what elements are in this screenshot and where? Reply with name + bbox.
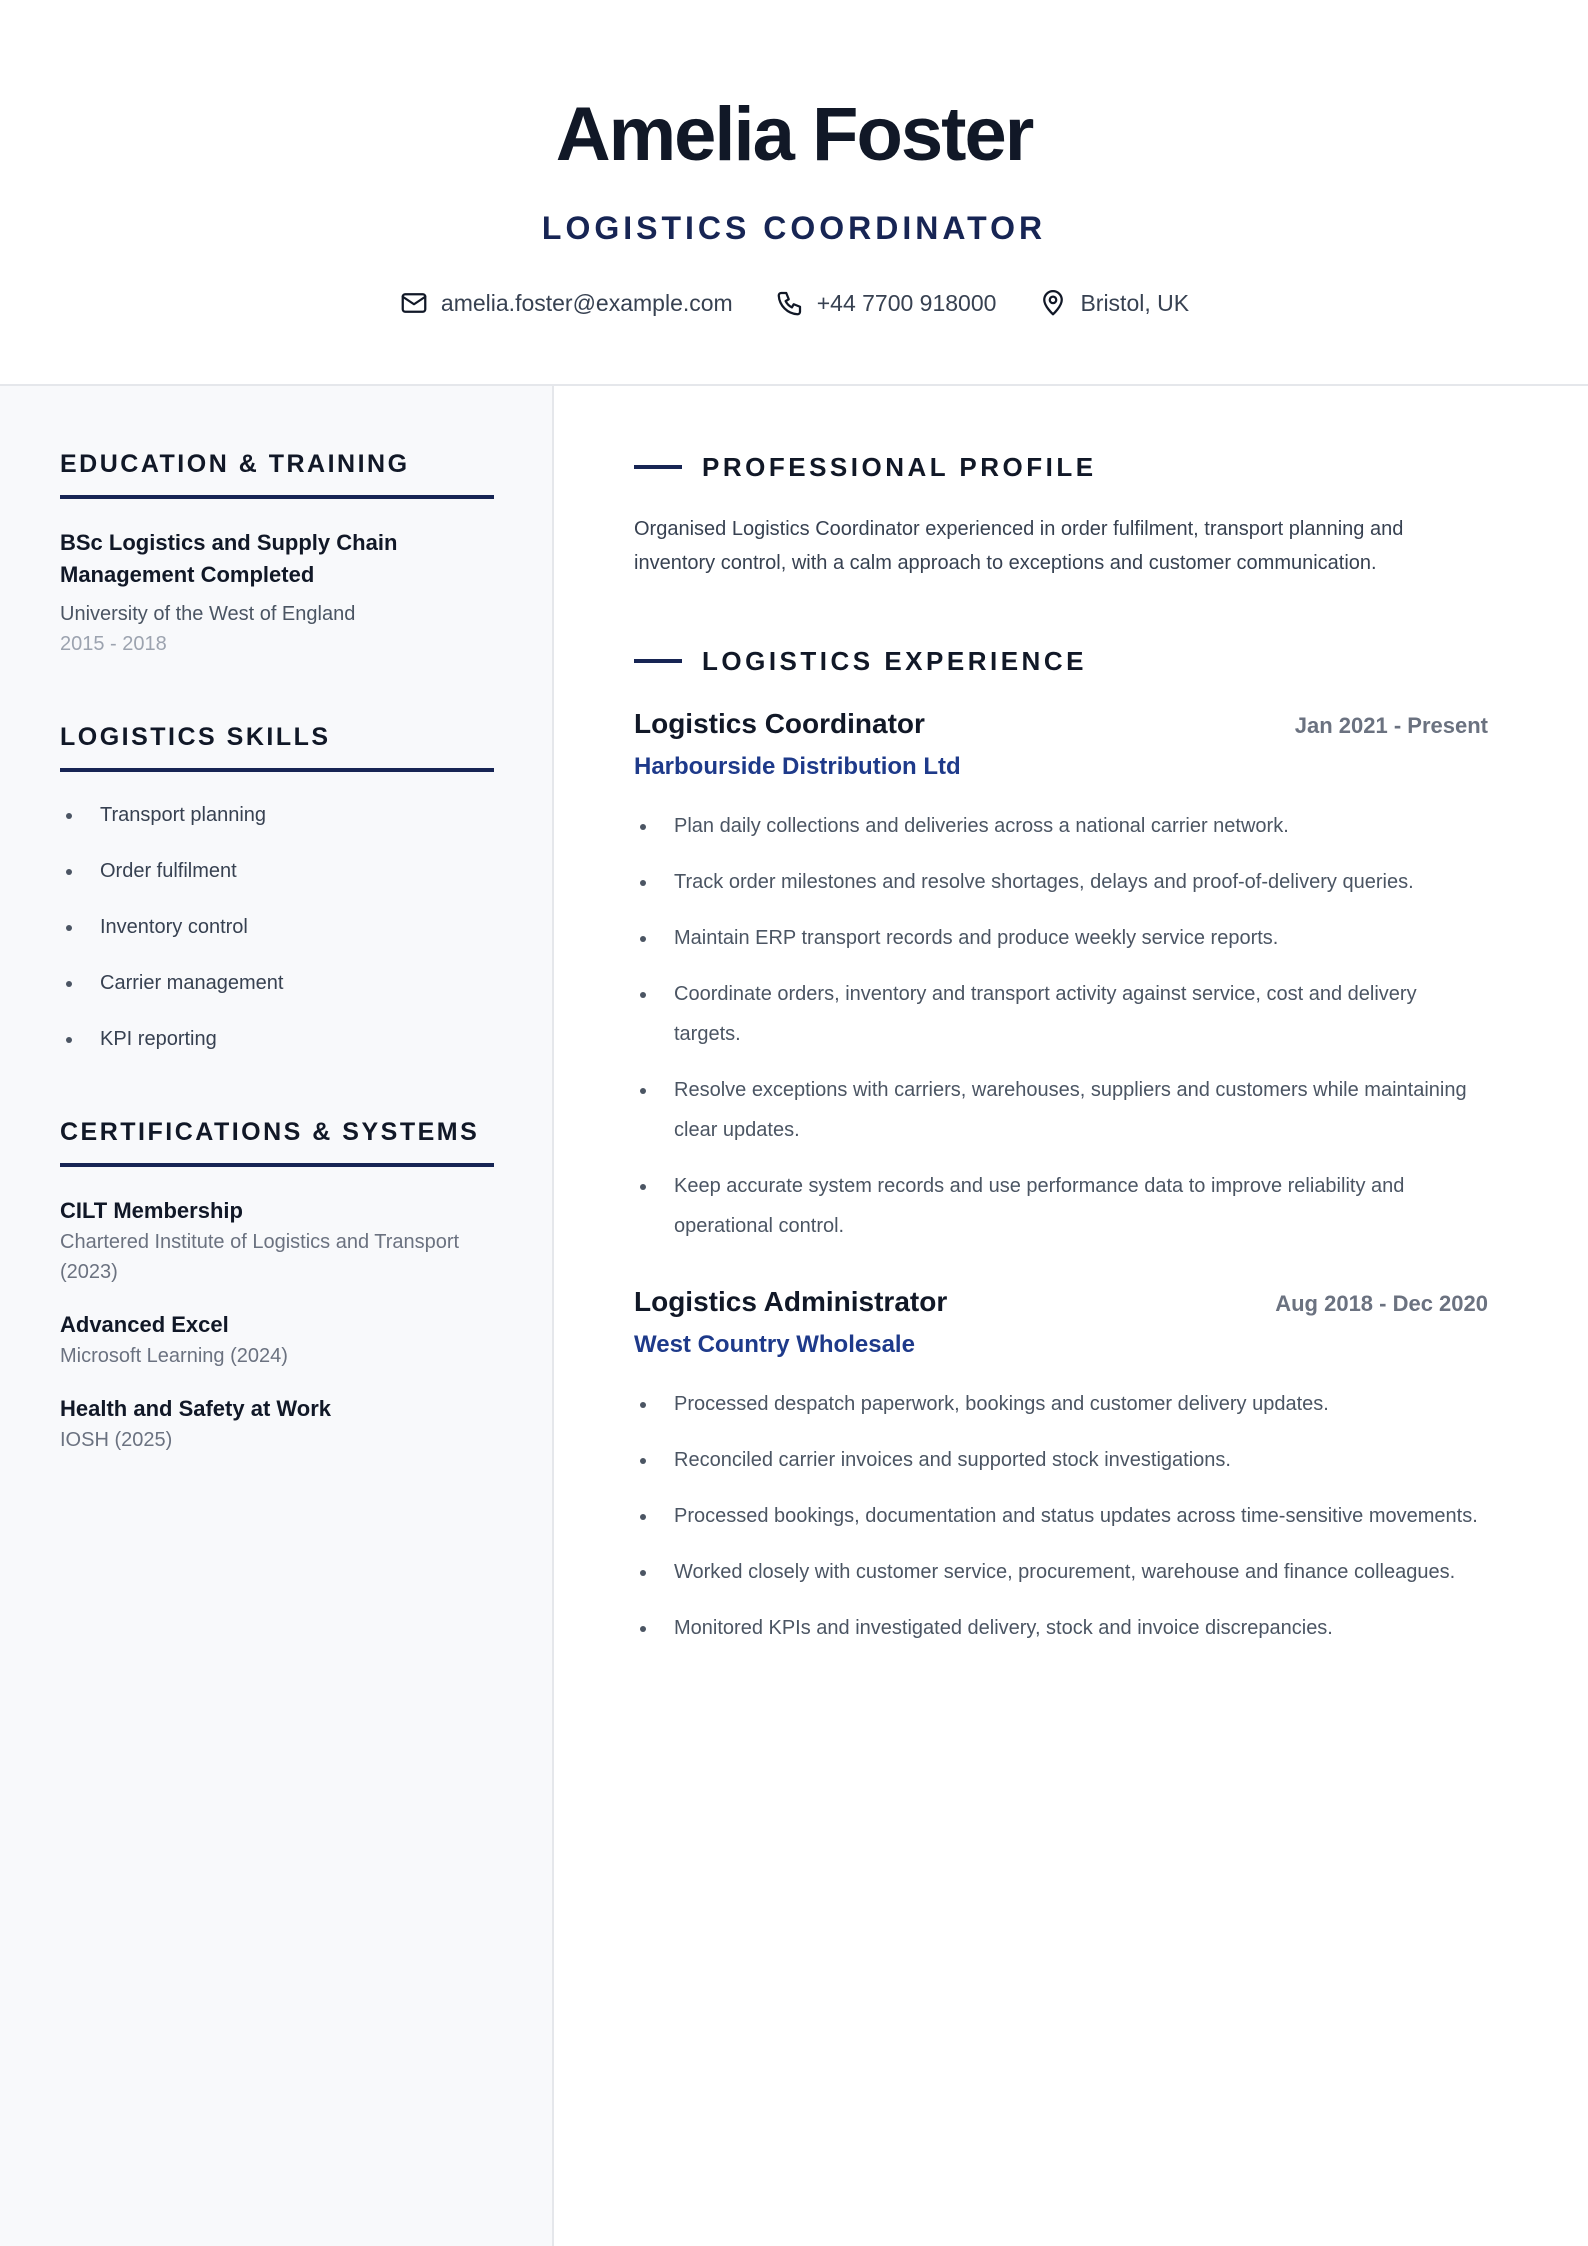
phone-icon xyxy=(775,288,805,318)
certification-issuer: IOSH (2025) xyxy=(60,1429,173,1451)
experience-heading xyxy=(634,644,1488,678)
job-bullet: Track order milestones and resolve shortages, delays and proof-of-delivery queries. xyxy=(634,862,1488,902)
job-dates: Jan 2021 - Present xyxy=(1294,713,1488,738)
job-dates: Aug 2018 - Dec 2020 xyxy=(1275,1291,1488,1316)
education-school: University of the West of England xyxy=(60,603,356,625)
skills-section xyxy=(60,723,492,1054)
skill-item: Carrier management xyxy=(60,968,492,998)
job-title: Logistics Coordinator xyxy=(634,708,925,739)
job-title: Logistics Administrator xyxy=(634,1286,948,1317)
certification-item xyxy=(60,1195,492,1287)
profile-title: PROFESSIONAL PROFILE xyxy=(702,452,1097,482)
skill-item: Inventory control xyxy=(60,912,492,942)
job-bullet: Reconciled carrier invoices and supported stock investigations. xyxy=(634,1440,1488,1480)
job-bullet: Processed despatch paperwork, bookings and customer delivery updates. xyxy=(634,1384,1488,1424)
experience-section xyxy=(634,644,1488,1648)
certification-name: Advanced Excel xyxy=(60,1312,229,1337)
job-bullet: Plan daily collections and deliveries across a national carrier network. xyxy=(634,806,1488,846)
certifications-title: CERTIFICATIONS & SYSTEMS xyxy=(60,1118,494,1167)
profile-heading xyxy=(634,450,1488,484)
location-text: Bristol, UK xyxy=(1080,289,1190,316)
job-bullet: Processed bookings, documentation and status updates across time-sensitive movements. xyxy=(634,1496,1488,1536)
experience-title: LOGISTICS EXPERIENCE xyxy=(702,646,1087,676)
certification-issuer: Microsoft Learning (2024) xyxy=(60,1345,288,1367)
job-entry xyxy=(634,706,1488,1246)
certifications-section xyxy=(60,1118,492,1455)
job-bullet: Keep accurate system records and use performance data to improve reliability and operational control. xyxy=(634,1166,1488,1246)
heading-rule xyxy=(634,465,682,469)
certification-name: Health and Safety at Work xyxy=(60,1396,331,1421)
job-bullet: Worked closely with customer service, procurement, warehouse and finance colleagues. xyxy=(634,1552,1488,1592)
job-header xyxy=(634,706,1488,742)
resume-body xyxy=(0,386,1588,2246)
certification-issuer: Chartered Institute of Logistics and Transport (2023) xyxy=(60,1231,460,1283)
candidate-role: LOGISTICS COORDINATOR xyxy=(541,210,1047,246)
job-bullets xyxy=(634,806,1488,1246)
certification-item xyxy=(60,1309,492,1371)
skills-list xyxy=(60,800,492,1054)
contact-email[interactable] xyxy=(399,288,733,318)
education-degree: BSc Logistics and Supply Chain Management Completed xyxy=(60,530,398,587)
main-content xyxy=(554,386,1588,2246)
skill-item: Order fulfilment xyxy=(60,856,492,886)
contact-location xyxy=(1038,288,1189,318)
email-text: amelia.foster@example.com xyxy=(440,289,733,316)
skill-item: Transport planning xyxy=(60,800,492,830)
job-company: West Country Wholesale xyxy=(634,1331,915,1358)
education-years: 2015 - 2018 xyxy=(60,633,167,655)
profile-section xyxy=(634,450,1488,580)
job-bullet: Monitored KPIs and investigated delivery, stock and invoice discrepancies. xyxy=(634,1608,1488,1648)
certification-item xyxy=(60,1393,492,1455)
location-pin-icon xyxy=(1038,288,1068,318)
job-bullet: Resolve exceptions with carriers, warehouses, suppliers and customers while maintaining clear updates. xyxy=(634,1070,1488,1150)
profile-text: Organised Logistics Coordinator experienced in order fulfilment, transport planning and inventory control, with a calm approach to exceptions and customer communication. xyxy=(634,518,1404,574)
contact-phone[interactable] xyxy=(775,288,997,318)
education-title: EDUCATION & TRAINING xyxy=(60,450,494,499)
job-bullet: Maintain ERP transport records and produce weekly service reports. xyxy=(634,918,1488,958)
job-bullets xyxy=(634,1384,1488,1648)
job-entry xyxy=(634,1284,1488,1648)
job-company: Harbourside Distribution Ltd xyxy=(634,753,961,780)
resume-header xyxy=(0,0,1588,386)
contact-bar xyxy=(0,288,1588,318)
phone-text: +44 7700 918000 xyxy=(816,289,997,316)
job-bullet: Coordinate orders, inventory and transport activity against service, cost and delivery targets. xyxy=(634,974,1488,1054)
sidebar xyxy=(0,386,554,2246)
candidate-name: Amelia Foster xyxy=(555,92,1033,177)
certification-name: CILT Membership xyxy=(60,1198,243,1223)
skill-item: KPI reporting xyxy=(60,1024,492,1054)
heading-rule xyxy=(634,659,682,663)
mail-icon xyxy=(399,288,429,318)
skills-title: LOGISTICS SKILLS xyxy=(60,723,494,772)
job-header xyxy=(634,1284,1488,1320)
education-section xyxy=(60,450,492,659)
